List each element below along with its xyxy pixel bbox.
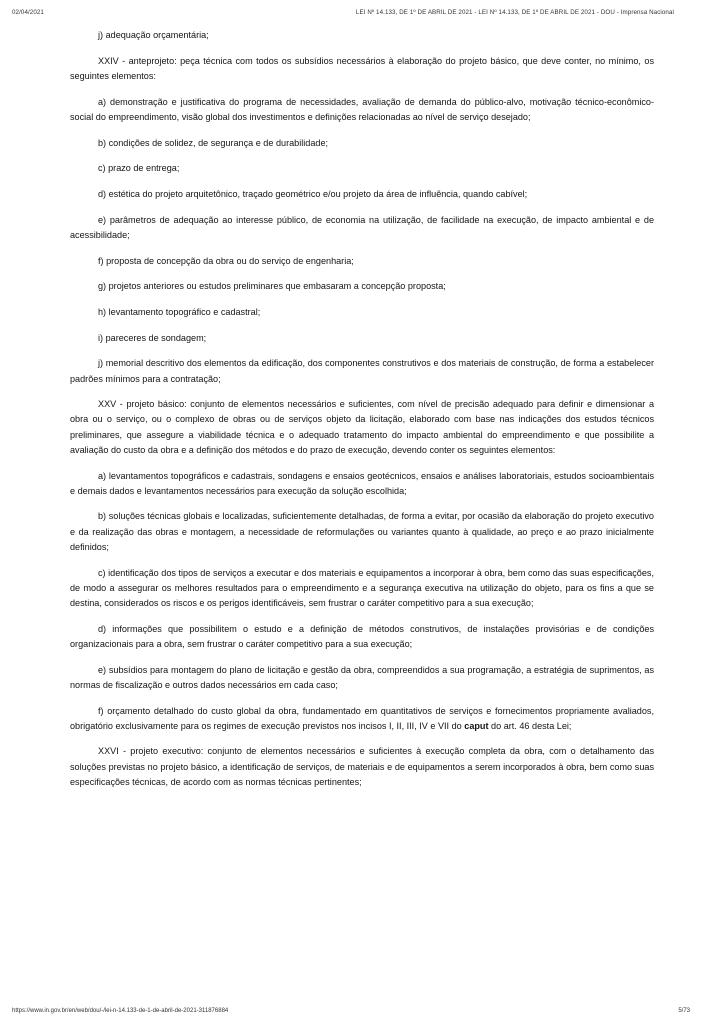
paragraph-item-b-solucoes: b) soluções técnicas globais e localizadas, suficientemente detalhadas, de forma a evitar, por ocasião da elaboração do projeto executivo e da realização das obras e montagem, a necessidade de reformulações ou variantes quanto à qualidade, ao preço e ao prazo inicialmente definidos; <box>70 511 654 552</box>
paragraph-item-a-demonstracao: a) demonstração e justificativa do programa de necessidades, avaliação de demanda do público-alvo, motivação técnico-econômico-social do empreendimento, visão global dos investimentos e definições relacionadas ao nível de serviço desejado; <box>70 96 654 122</box>
paragraph-item-c-prazo: c) prazo de entrega; <box>98 163 180 174</box>
paragraph-item-j-adequacao: j) adequação orçamentária; <box>98 30 209 40</box>
footer-url: https://www.in.gov.br/en/web/dou/-/lei-n-14.133-de-1-de-abril-de-2021-311876884 <box>12 1008 229 1014</box>
paragraph-item-c-identificacao: c) identificação dos tipos de serviços a executar e dos materiais e equipamentos a incorporar à obra, bem como das suas especificações, de modo a assegurar os melhores resultados para o empreendimento e a segurança executiva na utilização do objeto, para os fins a que se destina, considerados os riscos e os perigos identificáveis, sem frustrar o caráter competitivo para a sua execução; <box>70 567 654 608</box>
header-title: LEI Nº 14.133, DE 1º DE ABRIL DE 2021 - LEI Nº 14.133, DE 1º DE ABRIL DE 2021 - DOU - Imprensa Nacional <box>355 9 674 16</box>
page-header <box>0 0 724 16</box>
paragraph-item-xxv: XXV - projeto básico: conjunto de elementos necessários e suficientes, com nível de precisão adequado para definir e dimensionar a obra ou o serviço, ou o complexo de obras ou de serviços objeto da licitação, elaborado com base nas indicações dos estudos técnicos preliminares, que assegure a viabilidade técnica e o adequado tratamento do impacto ambiental do empreendimento e que possibilite a avaliação do custo da obra e a definição dos métodos e do prazo de execução, devendo conter os seguintes elementos: <box>70 399 654 455</box>
paragraph-item-f-proposta: f) proposta de concepção da obra ou do serviço de engenharia; <box>98 255 354 266</box>
document-body <box>0 16 724 1024</box>
paragraph-item-e-subsidios: e) subsídios para montagem do plano de licitação e gestão da obra, compreendidos a sua programação, a estratégia de suprimentos, as normas de fiscalização e outros dados necessários em cada caso; <box>70 664 654 690</box>
header-date: 02/04/2021 <box>12 9 44 16</box>
paragraph-item-d-estetica: d) estética do projeto arquitetônico, traçado geométrico e/ou projeto da área de influência, quando cabível; <box>98 188 528 199</box>
paragraph-item-d-informacoes: d) informações que possibilitem o estudo e a definição de métodos construtivos, de instalações provisórias e de condições organizacionais para a obra, sem frustrar o caráter competitivo para a sua execução; <box>70 623 654 649</box>
paragraph-bold-caput: caput <box>464 720 489 731</box>
paragraph-item-g-projetos: g) projetos anteriores ou estudos preliminares que embasaram a concepção proposta; <box>98 281 446 292</box>
paragraph-item-xxvi: XXVI - projeto executivo: conjunto de elementos necessários e suficientes à execução completa da obra, com o detalhamento das soluções previstas no projeto básico, a identificação de serviços, de materiais e de equipamentos a serem incorporados à obra, bem como suas especificações técnicas, de acordo com as normas técnicas pertinentes; <box>70 746 654 787</box>
paragraph-text-lead: f) orçamento detalhado do custo global da obra, fundamentado em quantitativos de serviços e fornecimentos propriamente avaliados, obrigatório exclusivamente para os regimes de execução previstos nos incisos I, II, III, IV e VII do <box>70 705 654 731</box>
paragraph-item-h-levantamento: h) levantamento topográfico e cadastral; <box>98 306 261 317</box>
paragraph-text-tail: do art. 46 desta Lei; <box>488 720 572 731</box>
footer-page-number: 5/73 <box>678 1008 690 1014</box>
paragraph-item-e-parametros: e) parâmetros de adequação ao interesse público, de economia na utilização, de facilidade na execução, de impacto ambiental e de acessibilidade; <box>70 214 654 240</box>
page-footer <box>0 998 724 1024</box>
paragraph-item-b-condicoes: b) condições de solidez, de segurança e de durabilidade; <box>98 137 329 148</box>
paragraph-item-f-orcamento <box>70 704 654 734</box>
paragraph-item-j-memorial: j) memorial descritivo dos elementos da edificação, dos componentes construtivos e dos materiais de construção, de forma a estabelecer padrões mínimos para a contratação; <box>70 358 654 384</box>
paragraph-item-a-levantamentos: a) levantamentos topográficos e cadastrais, sondagens e ensaios geotécnicos, ensaios e análises laboratoriais, estudos socioambientais e demais dados e levantamentos necessários para execução da solução escolhida; <box>70 470 654 496</box>
paragraph-item-i-pareceres: i) pareceres de sondagem; <box>98 332 207 343</box>
paragraph-item-xxiv: XXIV - anteprojeto: peça técnica com todos os subsídios necessários à elaboração do projeto básico, que deve conter, no mínimo, os seguintes elementos: <box>70 55 654 81</box>
